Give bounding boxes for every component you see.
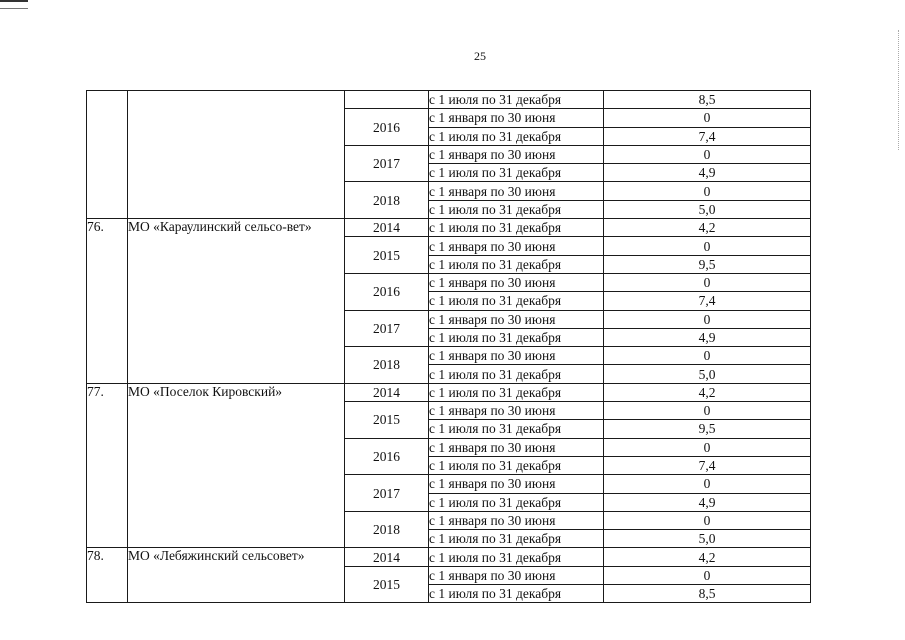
value-cell: 4,2: [604, 383, 811, 401]
period-cell: с 1 января по 30 июня: [429, 511, 604, 529]
value-cell: 0: [604, 402, 811, 420]
period-cell: с 1 января по 30 июня: [429, 310, 604, 328]
period-cell: с 1 июля по 31 декабря: [429, 383, 604, 401]
row-number: 76.: [87, 219, 128, 384]
scan-edge-mark: [896, 30, 899, 150]
value-cell: 0: [604, 438, 811, 456]
value-cell: 0: [604, 475, 811, 493]
period-cell: с 1 января по 30 июня: [429, 182, 604, 200]
year-cell: 2015: [345, 237, 429, 274]
year-cell: 2016: [345, 273, 429, 310]
period-cell: с 1 июля по 31 декабря: [429, 493, 604, 511]
value-cell: 0: [604, 109, 811, 127]
period-cell: с 1 июля по 31 декабря: [429, 456, 604, 474]
period-cell: с 1 января по 30 июня: [429, 347, 604, 365]
value-cell: 4,9: [604, 164, 811, 182]
value-cell: 9,5: [604, 255, 811, 273]
period-cell: с 1 июля по 31 декабря: [429, 200, 604, 218]
value-cell: 7,4: [604, 292, 811, 310]
row-number: [87, 91, 128, 219]
municipality-name: МО «Караулинский сельсо-вет»: [128, 219, 345, 384]
period-cell: с 1 января по 30 июня: [429, 109, 604, 127]
value-cell: 0: [604, 566, 811, 584]
value-cell: 5,0: [604, 530, 811, 548]
table-row: [87, 91, 811, 109]
year-cell: 2015: [345, 566, 429, 603]
year-cell: [345, 91, 429, 109]
period-cell: с 1 июля по 31 декабря: [429, 548, 604, 566]
value-cell: 8,5: [604, 91, 811, 109]
year-cell: 2016: [345, 438, 429, 475]
value-cell: 9,5: [604, 420, 811, 438]
year-cell: 2015: [345, 402, 429, 439]
value-cell: 4,2: [604, 548, 811, 566]
year-cell: 2017: [345, 145, 429, 182]
value-cell: 0: [604, 273, 811, 291]
municipality-name: МО «Поселок Кировский»: [128, 383, 345, 548]
year-cell: 2016: [345, 109, 429, 146]
period-cell: с 1 июля по 31 декабря: [429, 219, 604, 237]
year-cell: 2014: [345, 219, 429, 237]
table-row: [87, 548, 811, 566]
value-cell: 0: [604, 237, 811, 255]
period-cell: с 1 января по 30 июня: [429, 237, 604, 255]
value-cell: 7,4: [604, 456, 811, 474]
year-cell: 2018: [345, 511, 429, 548]
year-cell: 2017: [345, 310, 429, 347]
value-cell: 0: [604, 145, 811, 163]
year-cell: 2014: [345, 548, 429, 566]
municipality-name: МО «Лебяжинский сельсовет»: [128, 548, 345, 603]
period-cell: с 1 июля по 31 декабря: [429, 365, 604, 383]
year-cell: 2018: [345, 347, 429, 384]
tariff-table: [86, 90, 811, 603]
value-cell: 7,4: [604, 127, 811, 145]
value-cell: 8,5: [604, 585, 811, 603]
year-cell: 2014: [345, 383, 429, 401]
period-cell: с 1 января по 30 июня: [429, 438, 604, 456]
municipality-name: [128, 91, 345, 219]
period-cell: с 1 января по 30 июня: [429, 566, 604, 584]
period-cell: с 1 января по 30 июня: [429, 475, 604, 493]
value-cell: 5,0: [604, 200, 811, 218]
value-cell: 4,9: [604, 328, 811, 346]
value-cell: 4,2: [604, 219, 811, 237]
period-cell: с 1 июля по 31 декабря: [429, 420, 604, 438]
value-cell: 0: [604, 347, 811, 365]
period-cell: с 1 июля по 31 декабря: [429, 585, 604, 603]
value-cell: 0: [604, 511, 811, 529]
value-cell: 5,0: [604, 365, 811, 383]
period-cell: с 1 июля по 31 декабря: [429, 328, 604, 346]
period-cell: с 1 июля по 31 декабря: [429, 91, 604, 109]
period-cell: с 1 января по 30 июня: [429, 273, 604, 291]
row-number: 77.: [87, 383, 128, 548]
period-cell: с 1 июля по 31 декабря: [429, 530, 604, 548]
table-row: [87, 383, 811, 401]
scan-corner-mark: [0, 0, 28, 9]
year-cell: 2018: [345, 182, 429, 219]
value-cell: 0: [604, 310, 811, 328]
table-row: [87, 219, 811, 237]
period-cell: с 1 июля по 31 декабря: [429, 127, 604, 145]
period-cell: с 1 января по 30 июня: [429, 402, 604, 420]
period-cell: с 1 июля по 31 декабря: [429, 292, 604, 310]
value-cell: 4,9: [604, 493, 811, 511]
period-cell: с 1 июля по 31 декабря: [429, 255, 604, 273]
value-cell: 0: [604, 182, 811, 200]
period-cell: с 1 января по 30 июня: [429, 145, 604, 163]
period-cell: с 1 июля по 31 декабря: [429, 164, 604, 182]
row-number: 78.: [87, 548, 128, 603]
page-number: 25: [474, 49, 486, 63]
year-cell: 2017: [345, 475, 429, 512]
